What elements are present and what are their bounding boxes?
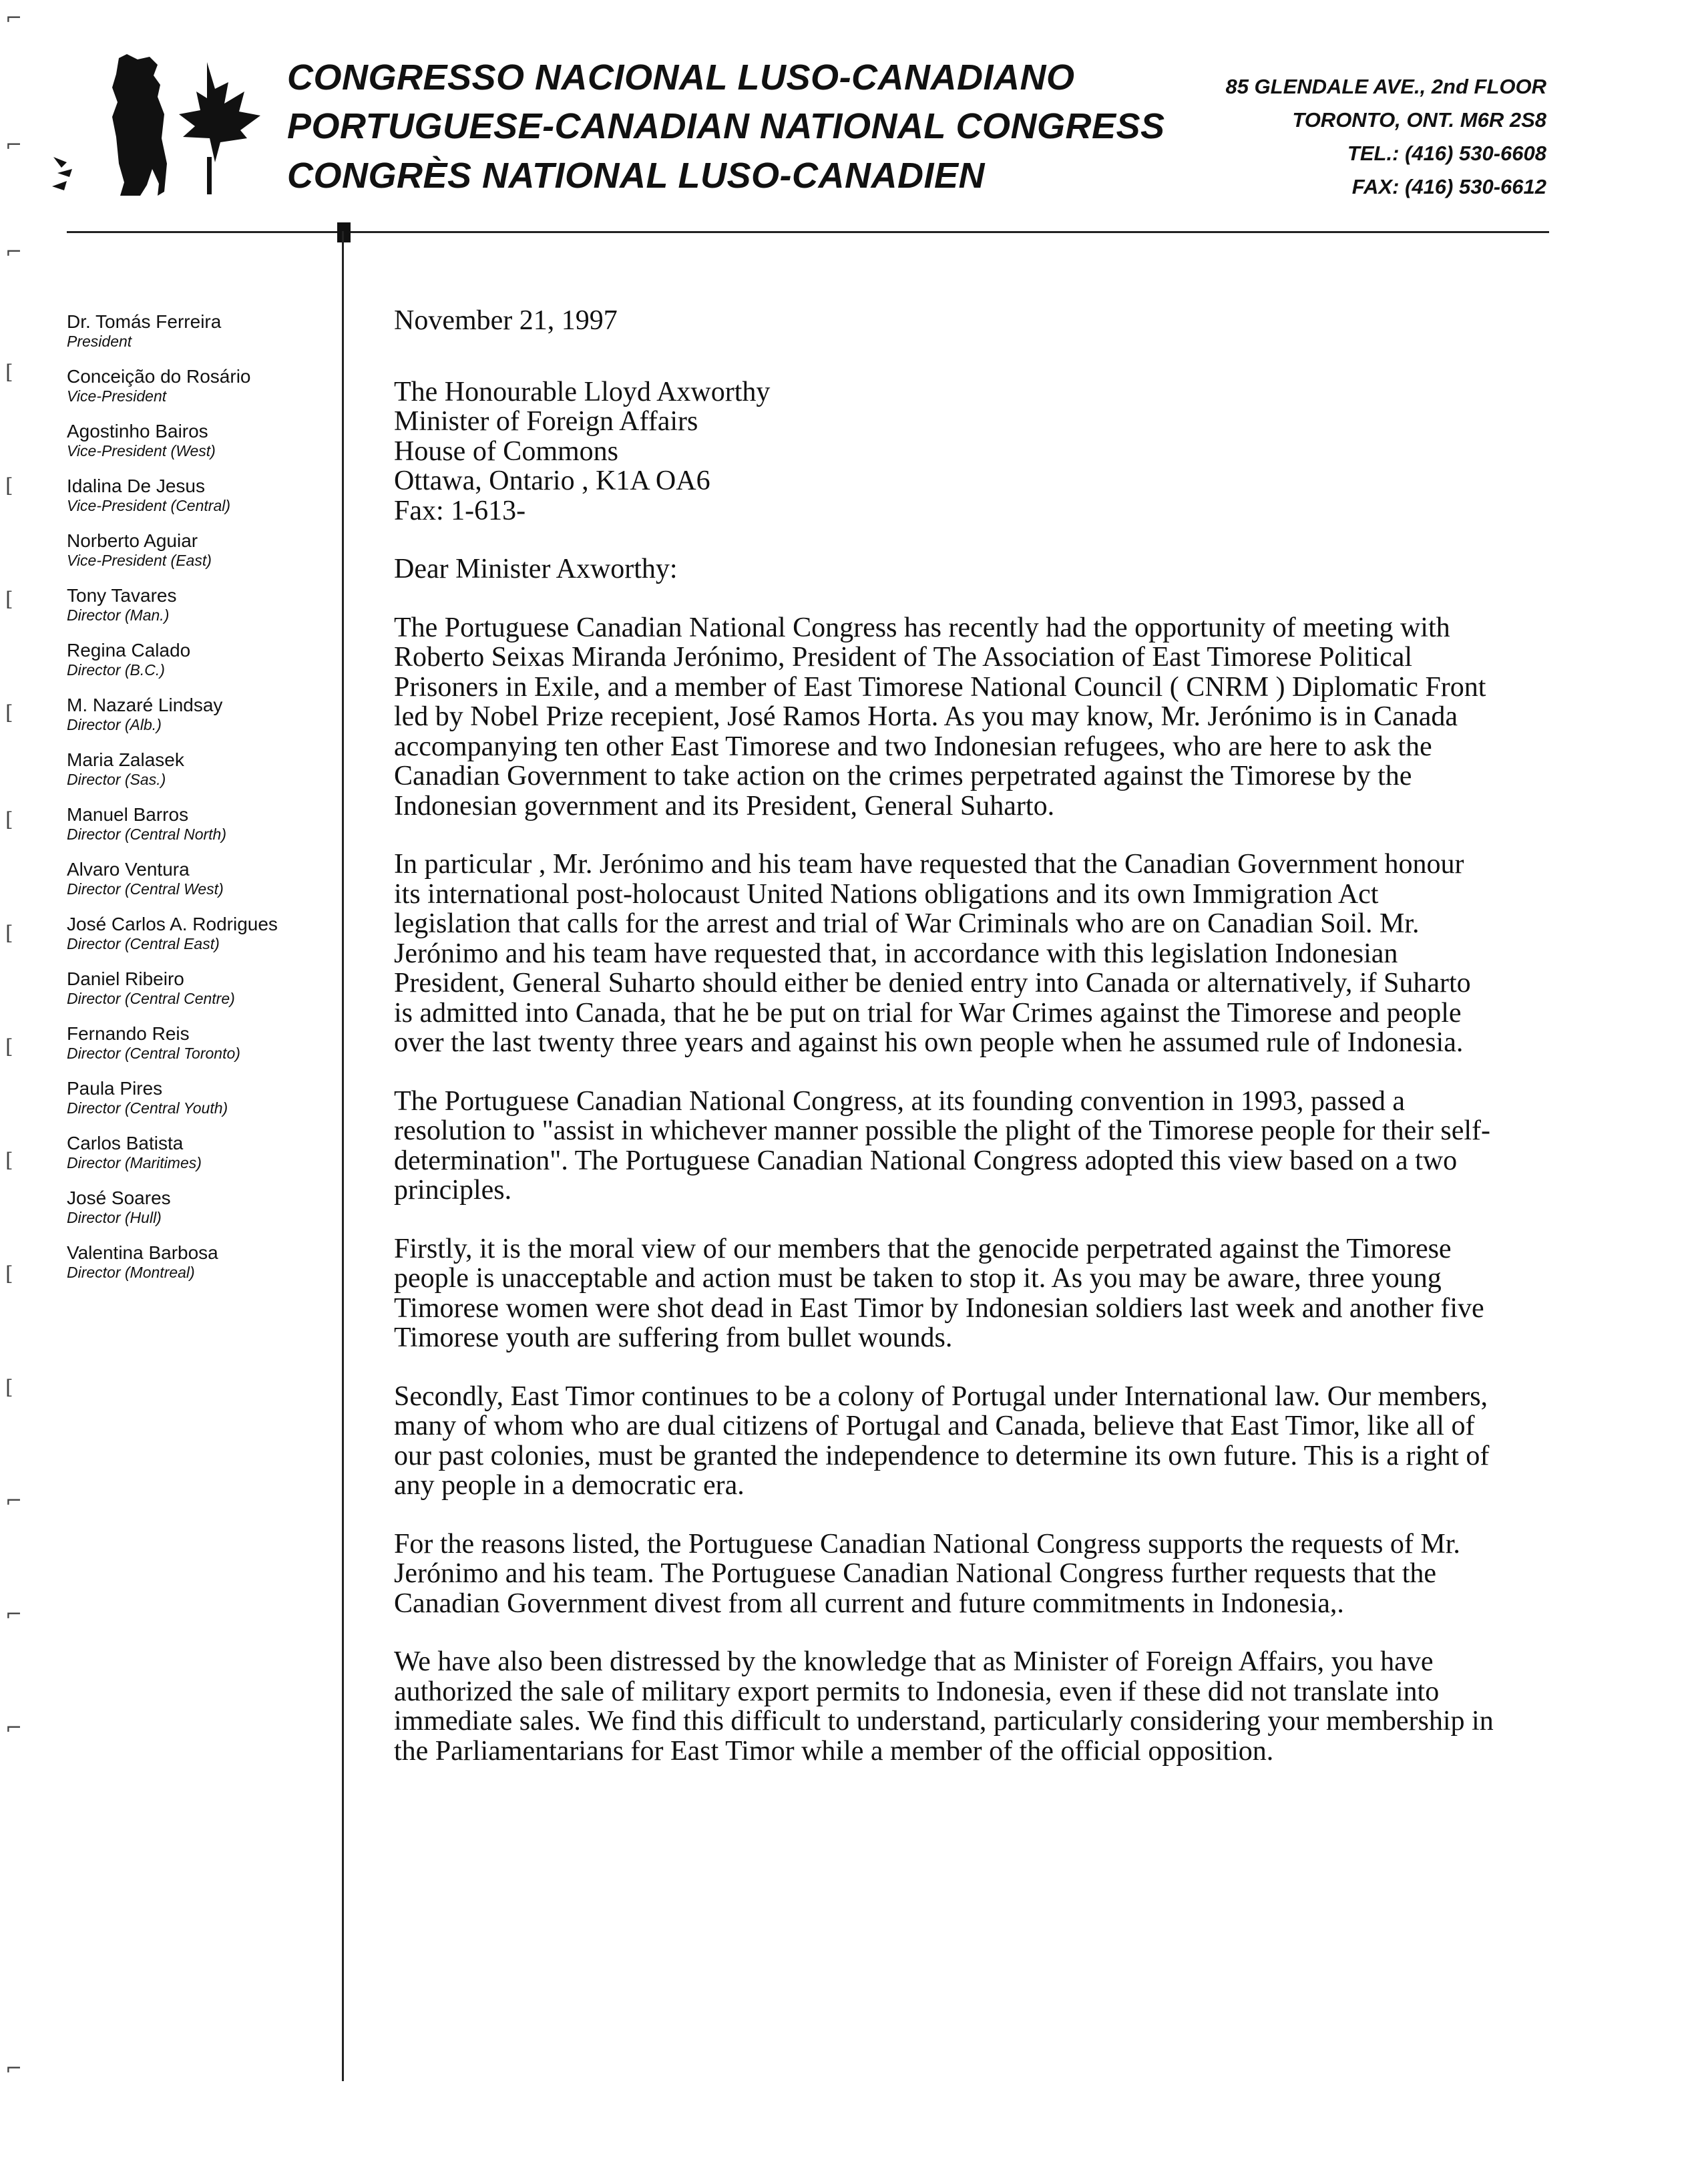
officer-entry xyxy=(67,420,334,475)
scan-edge-mark: [ xyxy=(5,474,13,498)
officer-entry xyxy=(67,365,334,420)
officer-entry xyxy=(67,530,334,584)
officer-name: Valentina Barbosa xyxy=(67,1242,218,1263)
officer-entry xyxy=(67,1023,334,1077)
officer-entry xyxy=(67,913,334,968)
officer-name: Dr. Tomás Ferreira xyxy=(67,311,222,332)
scan-edge-mark: [ xyxy=(5,588,13,611)
officer-entry xyxy=(67,968,334,1023)
salutation: Dear Minister Axworthy: xyxy=(394,554,678,584)
paragraph: The Portuguese Canadian National Congress, at its founding convention in 1993, passed a resolution to "assist in whichever manner possible the plight of the Timorese people for their self-determination". The Portuguese Canadian National Congress adopted this view based on a two principles. xyxy=(394,1085,1490,1206)
officers-list xyxy=(67,311,334,1296)
paragraph: We have also been distressed by the knowledge that as Minister of Foreign Affairs, you have authorized the sale of military export permits to Indonesia, even if these did not translate into immediate sales. We find this difficult to understand, particularly considering your membership in the Parliamentarians for East Timor while a member of the official opposition. xyxy=(394,1646,1494,1767)
address-street: 85 GLENDALE AVE., 2nd FLOOR xyxy=(1225,75,1546,98)
officer-entry xyxy=(67,311,334,365)
officer-name: Maria Zalasek xyxy=(67,749,184,770)
officer-name: Idalina De Jesus xyxy=(67,476,206,496)
scan-edge-mark: [ xyxy=(5,701,13,725)
paragraph: The Portuguese Canadian National Congress has recently had the opportunity of meeting with Roberto Seixas Miranda Jerónimo, President of The Association of East Timorese Political Prisoners in Exile, and a member of East Timorese National Council ( CNRM ) Diplomatic Front led by Nobel Prize recepient, José Ramos Horta. As you may know, Mr. Jerónimo is in Canada accompanying ten other East Timorese and two Indonesian refugees, who are here to ask the Canadian Government to take action on the crimes perpetrated against the Timorese by the Indonesian government and its President, General Suharto. xyxy=(394,612,1486,822)
officer-role: Director (Central Youth) xyxy=(67,1099,228,1117)
officer-role: Vice-President (Central) xyxy=(67,497,231,514)
congress-logo xyxy=(40,50,274,204)
org-name-english: PORTUGUESE-CANADIAN NATIONAL CONGRESS xyxy=(287,106,1165,146)
org-name-french: CONGRÈS NATIONAL LUSO-CANADIEN xyxy=(287,156,986,196)
officer-name: Conceição do Rosário xyxy=(67,366,251,387)
scan-edge-mark: ⌐ xyxy=(5,1489,23,1513)
officer-name: Agostinho Bairos xyxy=(67,421,208,441)
org-name-portuguese: CONGRESSO NACIONAL LUSO-CANADIANO xyxy=(287,57,1075,98)
scan-edge-mark: ⌐ xyxy=(5,134,23,157)
sidebar-divider xyxy=(342,231,344,2081)
officer-role: Director (Hull) xyxy=(67,1209,162,1226)
scan-edge-mark: [ xyxy=(5,922,13,945)
scan-edge-mark: [ xyxy=(5,1376,13,1399)
address-tel: TEL.: (416) 530-6608 xyxy=(1347,142,1546,165)
officer-role: Vice-President (West) xyxy=(67,442,216,460)
paragraph: In particular , Mr. Jerónimo and his team have requested that the Canadian Government honour its international post-holocaust United Nations obligations and its own Immigration Act legislation that calls for the arrest and trial of War Criminals who are on Canadian Soil. Mr. Jerónimo and his team have requested that, in accordance with this legislation Indonesian President, General Suharto should either be denied entry into Canada or alternatively, if Suharto is admitted into Canada, that he be put on trial for War Crimes against the Timorese and people over the last twenty three years and against his own people when he assumed rule of Indonesia. xyxy=(394,849,1471,1058)
officer-entry xyxy=(67,694,334,749)
officer-role: Director (Central West) xyxy=(67,880,224,898)
officer-entry xyxy=(67,1242,334,1296)
officer-entry xyxy=(67,639,334,694)
scan-edge-mark: ⌐ xyxy=(5,7,23,30)
officer-entry xyxy=(67,1187,334,1242)
scan-edge-mark: [ xyxy=(5,1035,13,1059)
scan-edge-mark: [ xyxy=(5,361,13,384)
scan-edge-mark: ⌐ xyxy=(5,1603,23,1626)
officer-name: Manuel Barros xyxy=(67,804,189,825)
officer-entry xyxy=(67,858,334,913)
officer-entry xyxy=(67,475,334,530)
scan-edge-mark: [ xyxy=(5,808,13,832)
officer-name: M. Nazaré Lindsay xyxy=(67,695,223,715)
paragraph: Firstly, it is the moral view of our members that the genocide perpetrated against the Timorese people is unacceptable and action must be taken to stop it. As you may be aware, three young Timorese women were shot dead in East Timor by Indonesian soldiers last week and another five Timorese youth are suffering from bullet wounds. xyxy=(394,1233,1484,1353)
officer-role: Director (Montreal) xyxy=(67,1264,195,1281)
recipient-line: Minister of Foreign Affairs xyxy=(394,406,698,437)
bird-mark xyxy=(52,157,72,190)
divider-marker xyxy=(337,222,351,242)
officer-name: Carlos Batista xyxy=(67,1133,184,1153)
officer-entry xyxy=(67,1077,334,1132)
officer-role: Director (Alb.) xyxy=(67,716,162,733)
officer-name: Tony Tavares xyxy=(67,585,177,606)
scan-edge-mark: ⌐ xyxy=(5,2057,23,2080)
officer-name: Regina Calado xyxy=(67,640,191,661)
header-divider xyxy=(67,231,1549,233)
letter-body xyxy=(394,306,1496,1795)
officer-role: Director (B.C.) xyxy=(67,661,165,679)
scan-edge-mark: ⌐ xyxy=(5,240,23,264)
officer-name: José Carlos A. Rodrigues xyxy=(67,914,278,934)
officer-name: José Soares xyxy=(67,1188,171,1208)
officer-entry xyxy=(67,749,334,803)
officer-role: Vice-President xyxy=(67,387,167,405)
recipient-line: The Honourable Lloyd Axworthy xyxy=(394,376,771,407)
officer-role: Director (Central Centre) xyxy=(67,990,235,1007)
officer-name: Fernando Reis xyxy=(67,1023,190,1044)
recipient-line: House of Commons xyxy=(394,435,618,467)
paragraph: For the reasons listed, the Portuguese Canadian National Congress supports the requests of Mr. Jerónimo and his team. The Portuguese Canadian National Congress further requests that the Canadian Government divest from all current and future commitments in Indonesia,. xyxy=(394,1528,1460,1619)
bear-silhouette xyxy=(112,54,167,196)
officer-name: Norberto Aguiar xyxy=(67,530,198,551)
officer-entry xyxy=(67,584,334,639)
officer-name: Daniel Ribeiro xyxy=(67,968,184,989)
paragraph: Secondly, East Timor continues to be a colony of Portugal under International law. Our members, many of whom who are dual citizens of Portugal and Canada, believe that East Timor, like all of our past colonies, must be granted the independence to determine its own future. This is a right of any people in a democratic era. xyxy=(394,1381,1490,1501)
recipient-line: Fax: 1-613- xyxy=(394,495,526,526)
officer-entry xyxy=(67,1132,334,1187)
officer-name: Alvaro Ventura xyxy=(67,859,190,880)
officer-role: Director (Central East) xyxy=(67,935,220,952)
recipient-line: Ottawa, Ontario , K1A OA6 xyxy=(394,466,710,496)
officer-role: President xyxy=(67,333,132,350)
maple-leaf xyxy=(179,62,260,162)
officer-role: Director (Sas.) xyxy=(67,771,166,788)
officer-name: Paula Pires xyxy=(67,1078,163,1099)
address-city: TORONTO, ONT. M6R 2S8 xyxy=(1292,108,1546,132)
officer-role: Director (Man.) xyxy=(67,606,170,624)
officer-role: Director (Central Toronto) xyxy=(67,1045,240,1062)
officer-role: Director (Central North) xyxy=(67,826,226,843)
scan-edge-mark: ⌐ xyxy=(5,1716,23,1740)
officer-role: Director (Maritimes) xyxy=(67,1154,202,1171)
scan-edge-mark: [ xyxy=(5,1149,13,1172)
maple-leaf-stem xyxy=(207,157,212,194)
officer-entry xyxy=(67,803,334,858)
officer-role: Vice-President (East) xyxy=(67,552,212,569)
letter-date: November 21, 1997 xyxy=(394,305,618,336)
address-fax: FAX: (416) 530-6612 xyxy=(1351,175,1546,198)
scan-edge-mark: [ xyxy=(5,1262,13,1286)
